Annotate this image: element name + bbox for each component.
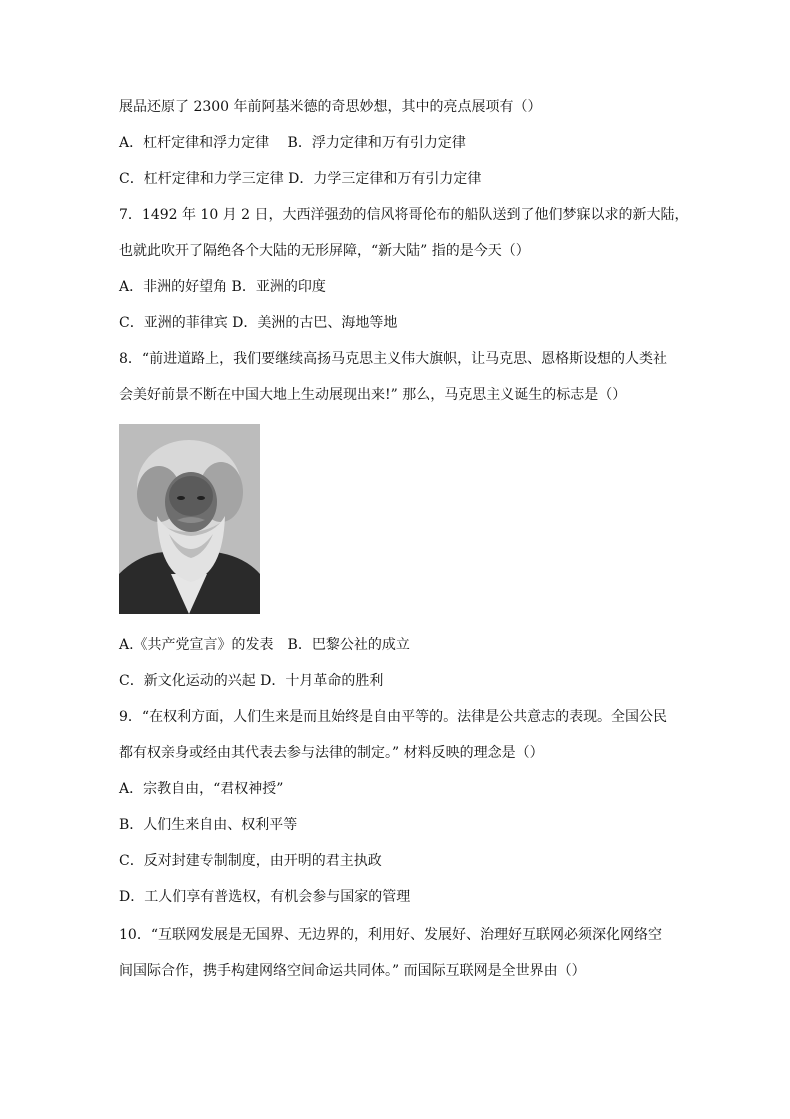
q8-stem-line1: 8．“前进道路上，我们要继续高扬马克思主义伟大旗帜，让马克思、恩格斯设想的人类社 [119,351,668,367]
q10-stem-line1: 10．“互联网发展是无国界、无边界的，利用好、发展好、治理好互联网必须深化网络空 [119,927,662,943]
q9-stem-line2: 都有权亲身或经由其代表去参与法律的制定。” 材料反映的理念是（） [119,745,544,761]
q9-option-d: D．工人们享有普选权，有机会参与国家的管理 [119,889,411,905]
q8-stem-line2: 会美好前景不断在中国大地上生动展现出来!” 那么，马克思主义诞生的标志是（） [119,387,627,403]
q6-options-ab: A．杠杆定律和浮力定律 B．浮力定律和万有引力定律 [119,135,466,151]
text-line-continuation: 展品还原了 2300 年前阿基米德的奇思妙想，其中的亮点展项有（） [119,99,542,115]
portrait-illustration [119,424,260,614]
q8-options-cd: C．新文化运动的兴起 D．十月革命的胜利 [119,673,384,689]
marx-portrait-image [119,424,260,614]
q9-option-c: C．反对封建专制制度，由开明的君主执政 [119,853,382,869]
q6-options-cd: C．杠杆定律和力学三定律 D．力学三定律和万有引力定律 [119,171,482,187]
q9-stem-line1: 9．“在权利方面，人们生来是而且始终是自由平等的。法律是公共意志的表现。全国公民 [119,709,668,725]
q9-option-b: B．人们生来自由、权利平等 [119,817,298,833]
q7-stem-line2: 也就此吹开了隔绝各个大陆的无形屏障，“新大陆” 指的是今天（） [119,243,530,259]
q10-stem-line2: 间国际合作，携手构建网络空间命运共同体。” 而国际互联网是全世界由（） [119,963,586,979]
q7-options-ab: A．非洲的好望角 B．亚洲的印度 [119,279,326,295]
q7-options-cd: C．亚洲的菲律宾 D．美洲的古巴、海地等地 [119,315,398,331]
q9-option-a: A．宗教自由，“君权神授” [119,781,284,797]
q7-stem-line1: 7．1492 年 10 月 2 日，大西洋强劲的信风将哥伦布的船队送到了他们梦寐以求的新大陆， [119,207,689,223]
q8-options-ab: A.《共产党宣言》的发表 B．巴黎公社的成立 [119,637,410,653]
